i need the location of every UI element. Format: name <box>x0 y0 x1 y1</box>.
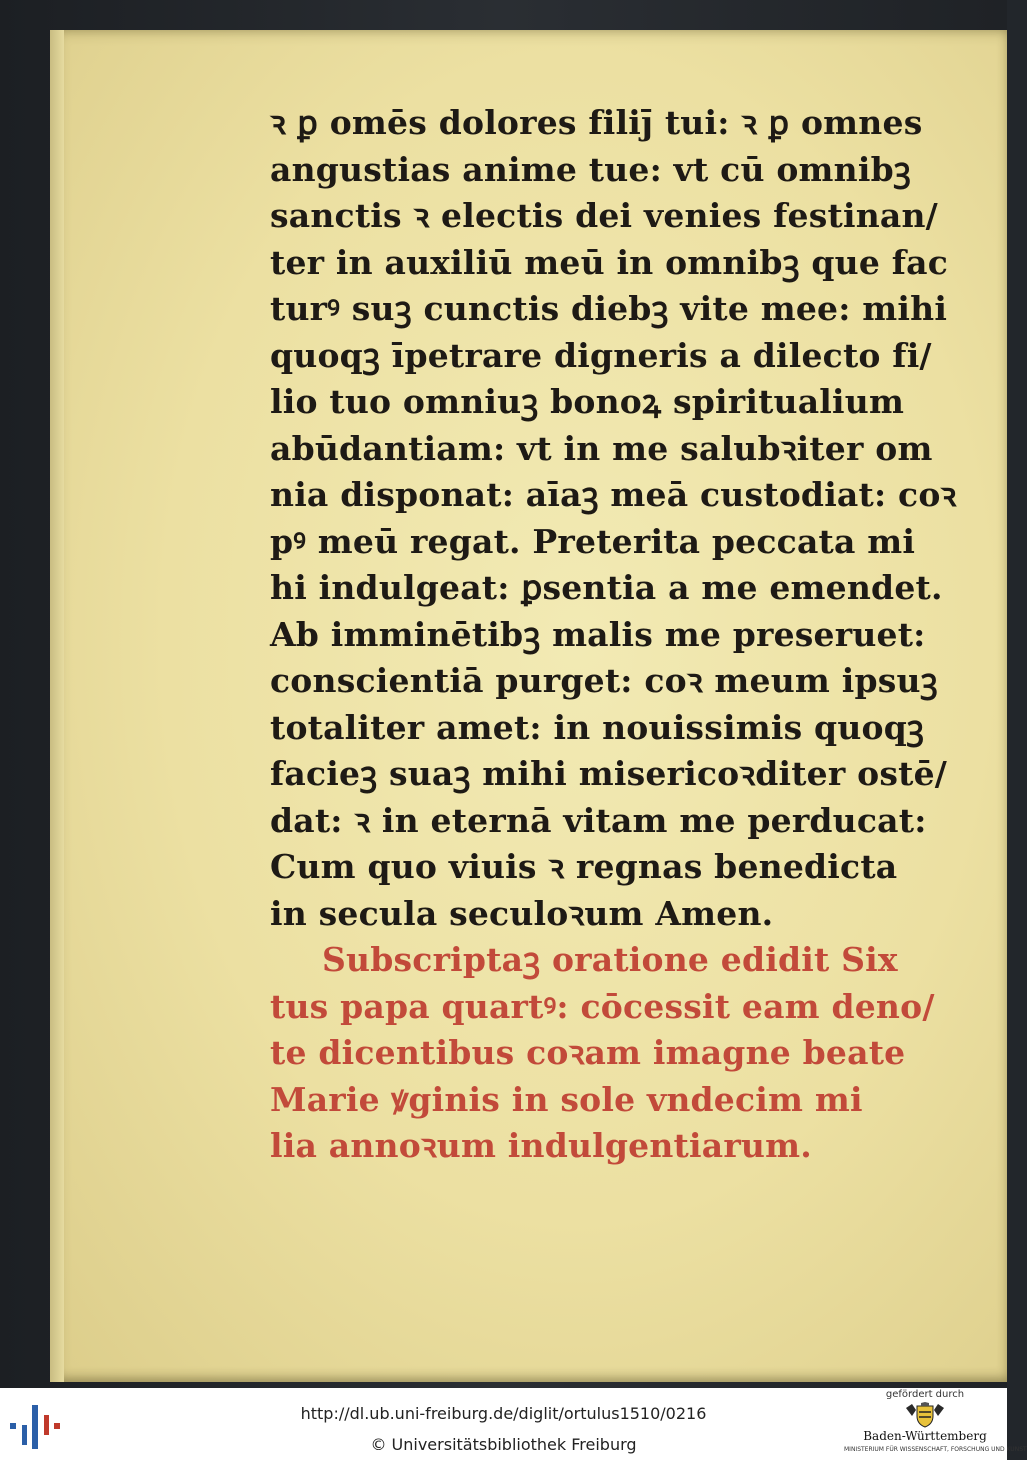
sponsor-caption: gefördert durch <box>885 1389 965 1400</box>
rubric-line: tus papa quartꝰ: cōcessit eam deno/ <box>270 986 935 1026</box>
rubric-line: lia annoꝛum indulgentiarum. <box>270 1126 812 1165</box>
page-edge <box>50 30 64 1382</box>
rubric-line: Subscriptaꝫ oratione edidit Six <box>322 940 898 979</box>
text-line: turꝰ suꝫ cunctis diebꝫ vite mee: mihi <box>270 289 948 328</box>
text-line: dat: ꝛ in eternā vitam me perducat: <box>270 800 927 840</box>
text-line: Cum quo viuis ꝛ regnas benedicta <box>270 847 898 886</box>
text-line: sanctis ꝛ electis dei venies festinan/ <box>270 196 938 235</box>
text-line: angustias anime tue: vt cū omnibꝫ <box>270 149 911 189</box>
text-line: hi indulgeat: ꝑsentia a me emendet. <box>270 568 943 607</box>
sponsor-state: Baden-Württemberg <box>863 1429 987 1443</box>
text-line: totaliter amet: in nouissimis quoqꝫ <box>270 707 925 747</box>
text-line: facieꝫ suaꝫ mihi misericoꝛditer ostē/ <box>270 754 948 793</box>
sponsor-ministry: MINISTERIUM FÜR WISSENSCHAFT, FORSCHUNG UND KUNST <box>844 1446 1027 1453</box>
text-line: lio tuo omniuꝫ bonoꝝ spiritualium <box>270 382 905 421</box>
copyright-text: © Universitätsbibliothek Freiburg <box>370 1435 637 1454</box>
rubric-line: Marie ꝟginis in sole vndecim mi <box>270 1079 863 1119</box>
rubric-line: te dicentibus coꝛam imagne beate <box>270 1033 906 1072</box>
page-text <box>270 100 970 1170</box>
coat-of-arms-icon <box>902 1402 948 1428</box>
text-line: ter in auxiliū meū in omnibꝫ que fac <box>270 242 948 282</box>
text-line: Ab imminētibꝫ malis me preseruet: <box>270 614 926 654</box>
text-line: in secula seculoꝛum Amen. <box>270 893 774 933</box>
text-line: abūdantiam: vt in me salubꝛiter om <box>270 428 933 468</box>
text-line: nia disponat: aīaꝫ meā custodiat: coꝛ <box>270 475 957 514</box>
text-line: ꝛ ꝑ omēs dolores filij̄ tui: ꝛ ꝑ omnes <box>270 103 923 142</box>
sponsor-block <box>844 1389 1027 1459</box>
page-url-link[interactable]: http://dl.ub.uni-freiburg.de/diglit/ortulus1510/0216 <box>300 1404 707 1423</box>
text-line: conscientiā purget: coꝛ meum ipsuꝫ <box>270 661 938 700</box>
text-line: quoqꝫ īpetrare digneris a dilecto fi/ <box>270 335 932 375</box>
text-line: pꝰ meū regat. Preterita peccata mi <box>270 521 916 561</box>
